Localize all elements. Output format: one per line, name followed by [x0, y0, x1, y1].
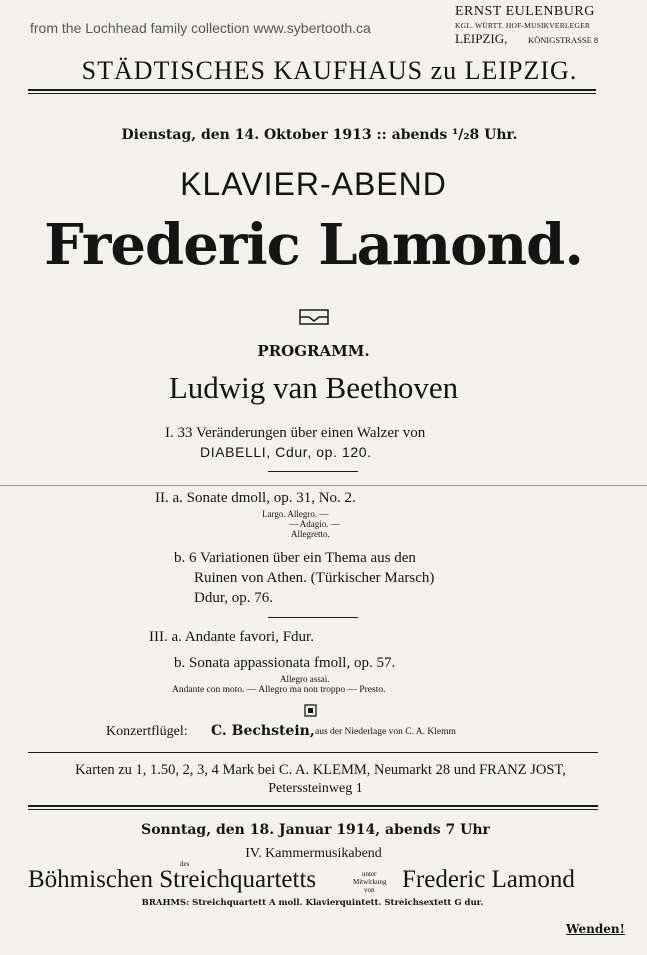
program-item-3b-line-1: b. Sonata appassionata fmoll, op. 57. — [174, 655, 396, 671]
program-item-2b-line-1: b. 6 Variationen über ein Thema aus den — [174, 550, 416, 566]
publisher-name: ERNST EULENBURG — [455, 4, 595, 19]
collection-watermark: from the Lochhead family collection www.sybertooth.ca — [30, 20, 371, 36]
composer-name: Ludwig van Beethoven — [168, 370, 459, 405]
performer-name: Frederic Lamond. — [44, 212, 583, 278]
next-concert-des: des — [180, 860, 190, 868]
program-item-2a-tempo-2: — Adagio. — — [289, 519, 340, 529]
program-item-2b-line-2: Ruinen von Athen. (Türkischer Marsch) — [194, 570, 435, 586]
program-item-1-line-2: DIABELLI, Cdur, op. 120. — [200, 444, 372, 460]
next-concert-subtitle: IV. Kammermusikabend — [245, 846, 382, 861]
ticket-line-2: Peterssteinweg 1 — [268, 781, 363, 796]
publisher-city: LEIPZIG, — [455, 31, 508, 46]
program-item-1-line-1: I. 33 Veränderungen über einen Walzer von — [165, 425, 426, 441]
program-item-2a-tempo-3: Allegretto. — [291, 529, 330, 539]
program-item-3a: III. a. Andante favori, Fdur. — [149, 629, 314, 645]
ornament-icon — [299, 309, 329, 325]
divider-4-bottom — [28, 809, 598, 810]
next-concert-program: BRAHMS: Streichquartett A moll. Klavierquintett. Streichsextett G dur. — [141, 898, 484, 908]
publisher-street: KÖNIGSTRASSE 8 — [528, 35, 599, 45]
next-concert-von: von — [364, 886, 375, 894]
piano-label: Konzertflügel: — [106, 724, 188, 739]
date-line: Dienstag, den 14. Oktober 1913 :: abends ¹/₂8 Uhr. — [121, 127, 518, 143]
program-item-3b-tempo-2: Andante con moto. — Allegro ma non troppo — Presto. — [172, 685, 386, 695]
venue-rule-top — [28, 89, 596, 91]
next-concert-guest: Frederic Lamond — [402, 866, 575, 893]
ticket-line-1: Karten zu 1, 1.50, 2, 3, 4 Mark bei C. A. KLEMM, Neumarkt 28 und FRANZ JOST, — [75, 762, 566, 778]
program-heading: PROGRAMM. — [257, 342, 370, 360]
venue-title: STÄDTISCHES KAUFHAUS zu LEIPZIG. — [81, 56, 578, 85]
program-item-3b-tempo-1: Allegro assai. — [280, 674, 330, 684]
paper-fold — [0, 485, 647, 486]
next-concert-date: Sonntag, den 18. Januar 1914, abends 7 Uhr — [141, 822, 490, 838]
program-item-2a-line-1: II. a. Sonate dmoll, op. 31, No. 2. — [155, 490, 356, 506]
program-item-2b-line-3: Ddur, op. 76. — [194, 590, 273, 606]
turn-over-note: Wenden! — [566, 922, 625, 936]
small-ornament-icon — [304, 704, 317, 717]
venue-rule-bottom — [28, 93, 596, 94]
program-item-2a-tempo-1: Largo. Allegro. — — [262, 509, 329, 519]
next-concert-ensemble: Böhmischen Streichquartetts — [28, 866, 317, 893]
next-concert-mitwirkung: Mitwirkung — [353, 878, 387, 886]
divider-3 — [28, 752, 598, 753]
piano-source: aus der Niederlage von C. A. Klemm — [315, 727, 456, 737]
divider-1 — [268, 471, 358, 472]
next-concert-unter: unter — [362, 870, 377, 878]
divider-4-top — [28, 805, 598, 807]
event-title: KLAVIER-ABEND — [180, 166, 447, 202]
publisher-title: KGL. WÜRTT. HOF-MUSIKVERLEGER — [455, 21, 591, 30]
divider-2 — [268, 617, 358, 618]
piano-brand: C. Bechstein, — [211, 723, 315, 739]
